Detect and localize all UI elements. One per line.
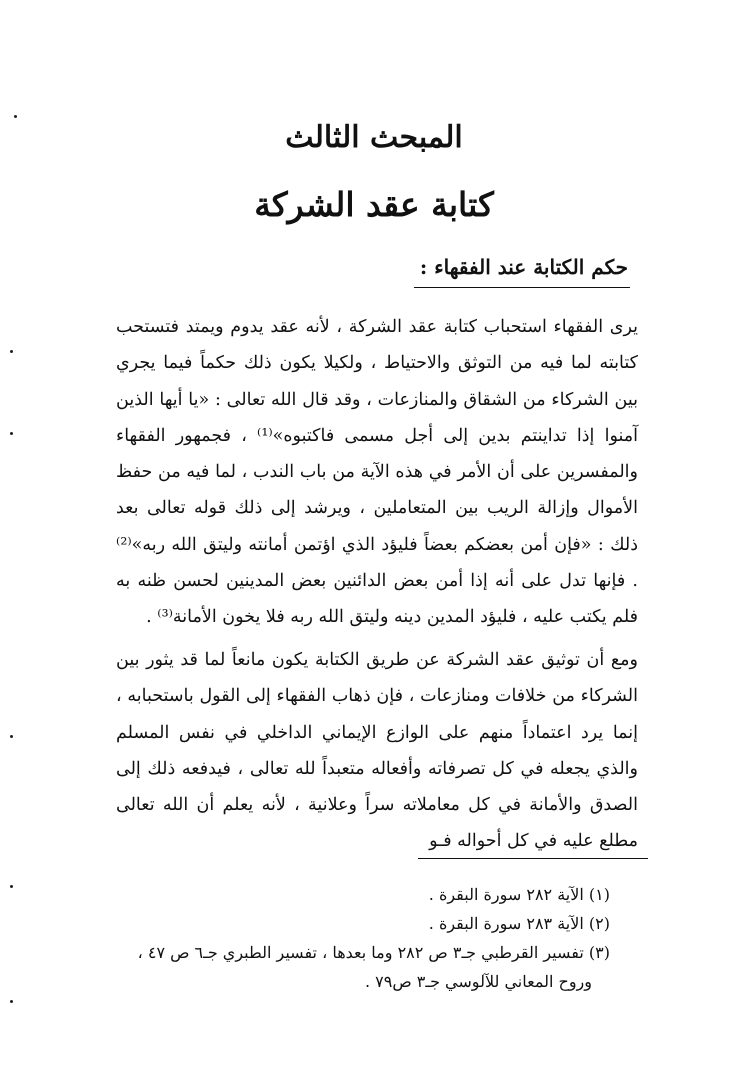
- section-title: المبحث الثالث: [285, 120, 463, 155]
- chapter-title: كتابة عقد الشركة: [254, 185, 494, 224]
- margin-dot: [10, 885, 13, 888]
- subheading: حكم الكتابة عند الفقهاء :: [419, 255, 628, 279]
- margin-dot: [10, 1000, 13, 1003]
- footnote-2: (٢) الآية ٢٨٣ سورة البقرة .: [428, 914, 610, 933]
- margin-dot: [10, 432, 13, 435]
- subheading-underline: [414, 287, 630, 288]
- footnote-3: (٣) تفسير القرطبي جـ٣ ص ٢٨٢ وما بعدها ، تفسير الطبري جـ٦ ص ٤٧ ،: [137, 943, 610, 962]
- body-paragraph-2: ومع أن توثيق عقد الشركة عن طريق الكتابة يكون مانعاً لما قد يثور بين الشركاء من خلافات ومنازعات ، فإن ذهاب الفقهاء إلى القول باستحبابه ، إنما يرد اعتماداً منهم على الوازع الإيماني الداخلي في نفس المسلم والذي يجعله في كل تصرفاته وأفعاله متعبداً لله تعالى ، فيدفعه ذلك إلى الصدق والأمانة في كل معاملاته سراً وعلانية ، لأنه يعلم أن الله تعالى مطلع عليه في كل أحواله فـو: [116, 650, 638, 852]
- body-paragraph-1: يرى الفقهاء استحباب كتابة عقد الشركة ، لأنه عقد يدوم ويمتد فتستحب كتابته لما فيه من التوثق والاحتياط ، ولكيلا يكون ذلك حكماً فيما يجري بين الشركاء من الشقاق والمنازعات ، وقد قال الله تعالى : «يا أيها الذين آمنوا إذا تداينتم بدين إلى أجل مسمى فاكتبوه»⁽¹⁾ ، فجمهور الفقهاء والمفسرين على أن الأمر في هذه الآية من باب الندب ، لما فيه من حفظ الأموال وإزالة الريب بين المتعاملين ، ويرشد إلى ذلك قوله تعالى بعد ذلك : «فإن أمن بعضكم بعضاً فليؤد الذي اؤتمن أمانته وليتق الله ربه»⁽²⁾ . فإنها تدل على أنه إذا أمن بعض الدائنين بعض المدينين لحسن ظنه به فلم يكتب عليه ، فليؤد المدين دينه وليتق الله ربه فلا يخون الأمانة⁽³⁾ .: [116, 317, 639, 628]
- footnotes: [137, 880, 610, 996]
- footnote-3-continued: وروح المعاني للآلوسي جـ٣ ص٧٩ .: [365, 972, 592, 991]
- margin-dot: [10, 350, 13, 353]
- margin-dot: [10, 735, 13, 738]
- footnote-separator: [418, 858, 648, 859]
- footnote-1: (١) الآية ٢٨٢ سورة البقرة .: [428, 885, 610, 904]
